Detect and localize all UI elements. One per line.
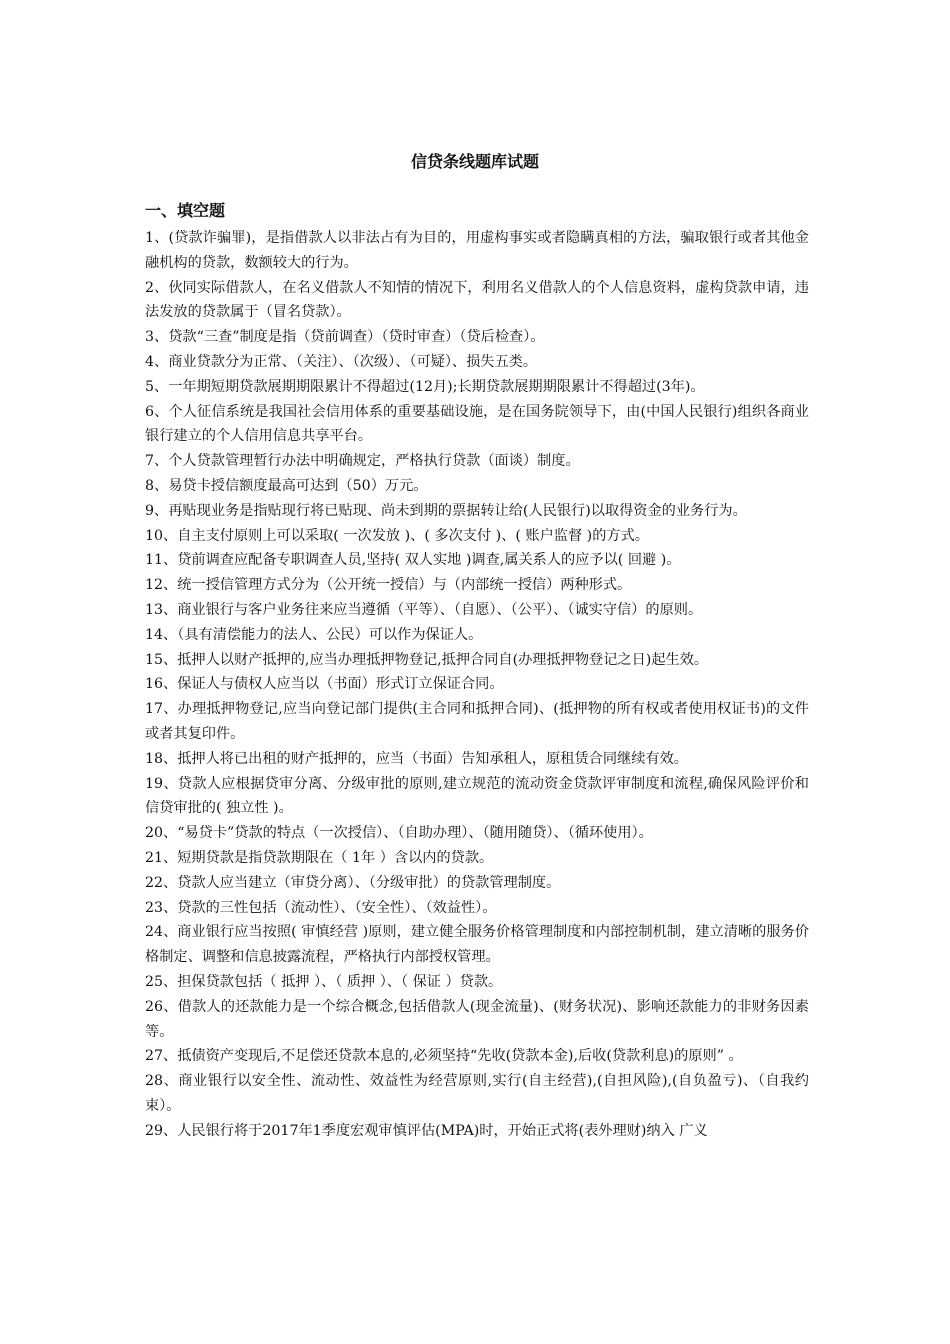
question-item: 19、贷款人应根据贷审分离、分级审批的原则,建立规范的流动资金贷款评审制度和流程,确保风险评价和信贷审批的( 独立性 )。 xyxy=(145,775,809,817)
question-item: 8、易贷卡授信额度最高可达到（50）万元。 xyxy=(145,477,428,494)
question-item: 15、抵押人以财产抵押的,应当办理抵押物登记,抵押合同自(办理抵押物登记之日)起生效。 xyxy=(145,651,709,668)
question-item: 18、抵押人将已出租的财产抵押的，应当（书面）告知承租人，原租赁合同继续有效。 xyxy=(145,750,688,767)
question-list xyxy=(145,226,809,1143)
question-item: 7、个人贷款管理暂行办法中明确规定，严格执行贷款（面谈）制度。 xyxy=(145,453,580,470)
question-item: 14、（具有清偿能力的法人、公民）可以作为保证人。 xyxy=(145,626,483,643)
question-item: 11、贷前调查应配备专职调查人员,坚持( 双人实地 )调查,属关系人的应予以( 回避 )。 xyxy=(145,552,681,569)
question-item: 26、借款人的还款能力是一个综合概念,包括借款人(现金流量)、(财务状况)、影响还款能力的非财务因素等。 xyxy=(145,998,809,1040)
question-item: 12、统一授信管理方式分为（公开统一授信）与（内部统一授信）两种形式。 xyxy=(145,577,632,594)
question-item: 4、商业贷款分为正常、（关注）、（次级）、（可疑）、损失五类。 xyxy=(145,353,538,370)
question-item: 6、个人征信系统是我国社会信用体系的重要基础设施，是在国务院领导下，由(中国人民银行)组织各商业银行建立的个人信用信息共享平台。 xyxy=(145,403,809,445)
question-item: 9、再贴现业务是指贴现行将已贴现、尚未到期的票据转让给(人民银行)以取得资金的业务行为。 xyxy=(145,502,747,519)
question-item: 13、商业银行与客户业务往来应当遵循（平等）、（自愿）、（公平）、（诚实守信）的原则。 xyxy=(145,601,703,618)
question-item: 28、商业银行以安全性、流动性、效益性为经营原则,实行(自主经营),(自担风险),(自负盈亏)、（自我约束）。 xyxy=(145,1073,809,1114)
question-item: 5、一年期短期贷款展期期限累计不得超过(12月);长期贷款展期期限累计不得超过(3年)。 xyxy=(145,378,705,395)
question-item: 23、贷款的三性包括（流动性）、（安全性）、（效益性）。 xyxy=(145,899,497,916)
question-item: 17、办理抵押物登记,应当向登记部门提供(主合同和抵押合同)、(抵押物的所有权或者使用权证书)的文件或者其复印件。 xyxy=(145,701,809,742)
document-title: 信贷条线题库试题 xyxy=(410,152,539,171)
question-item: 21、短期贷款是指贷款期限在（ 1年 ）含以内的贷款。 xyxy=(145,849,494,866)
question-item: 29、人民银行将于2017年1季度宏观审慎评估(MPA)时，开始正式将(表外理财)纳入 广义 xyxy=(145,1122,708,1139)
question-item: 25、担保贷款包括（ 抵押 ）、（ 质押 ）、（ 保证 ）贷款。 xyxy=(145,973,503,990)
question-item: 20、“易贷卡”贷款的特点（一次授信）、（自助办理）、（随用随贷）、（循环使用）。 xyxy=(145,825,653,842)
question-item: 24、商业银行应当按照( 审慎经营 )原则，建立健全服务价格管理制度和内部控制机制，建立清晰的服务价格制定、调整和信息披露流程，严格执行内部授权管理。 xyxy=(145,924,809,966)
question-item: 27、抵债资产变现后,不足偿还贷款本息的,必须坚持“先收(贷款本金),后收(贷款利息)的原则” 。 xyxy=(145,1048,743,1065)
question-item: 22、贷款人应当建立（审贷分离）、（分级审批）的贷款管理制度。 xyxy=(145,874,561,891)
question-item: 16、保证人与债权人应当以（书面）形式订立保证合同。 xyxy=(145,676,504,693)
question-item: 2、伙同实际借款人，在名义借款人不知情的情况下，利用名义借款人的个人信息资料，虚构贷款申请，违法发放的贷款属于（冒名贷款）。 xyxy=(145,279,809,321)
question-item: 3、贷款“三查”制度是指（贷前调查）（贷时审查）（贷后检查）。 xyxy=(145,329,545,346)
question-item: 10、自主支付原则上可以采取( 一次发放 )、( 多次支付 )、( 账户监督 )的方式。 xyxy=(145,527,649,544)
section-heading: 一、填空题 xyxy=(145,201,226,220)
question-item: 1、(贷款诈骗罪)，是指借款人以非法占有为目的，用虚构事实或者隐瞒真相的方法，骗取银行或者其他金融机构的贷款，数额较大的行为。 xyxy=(145,230,809,271)
